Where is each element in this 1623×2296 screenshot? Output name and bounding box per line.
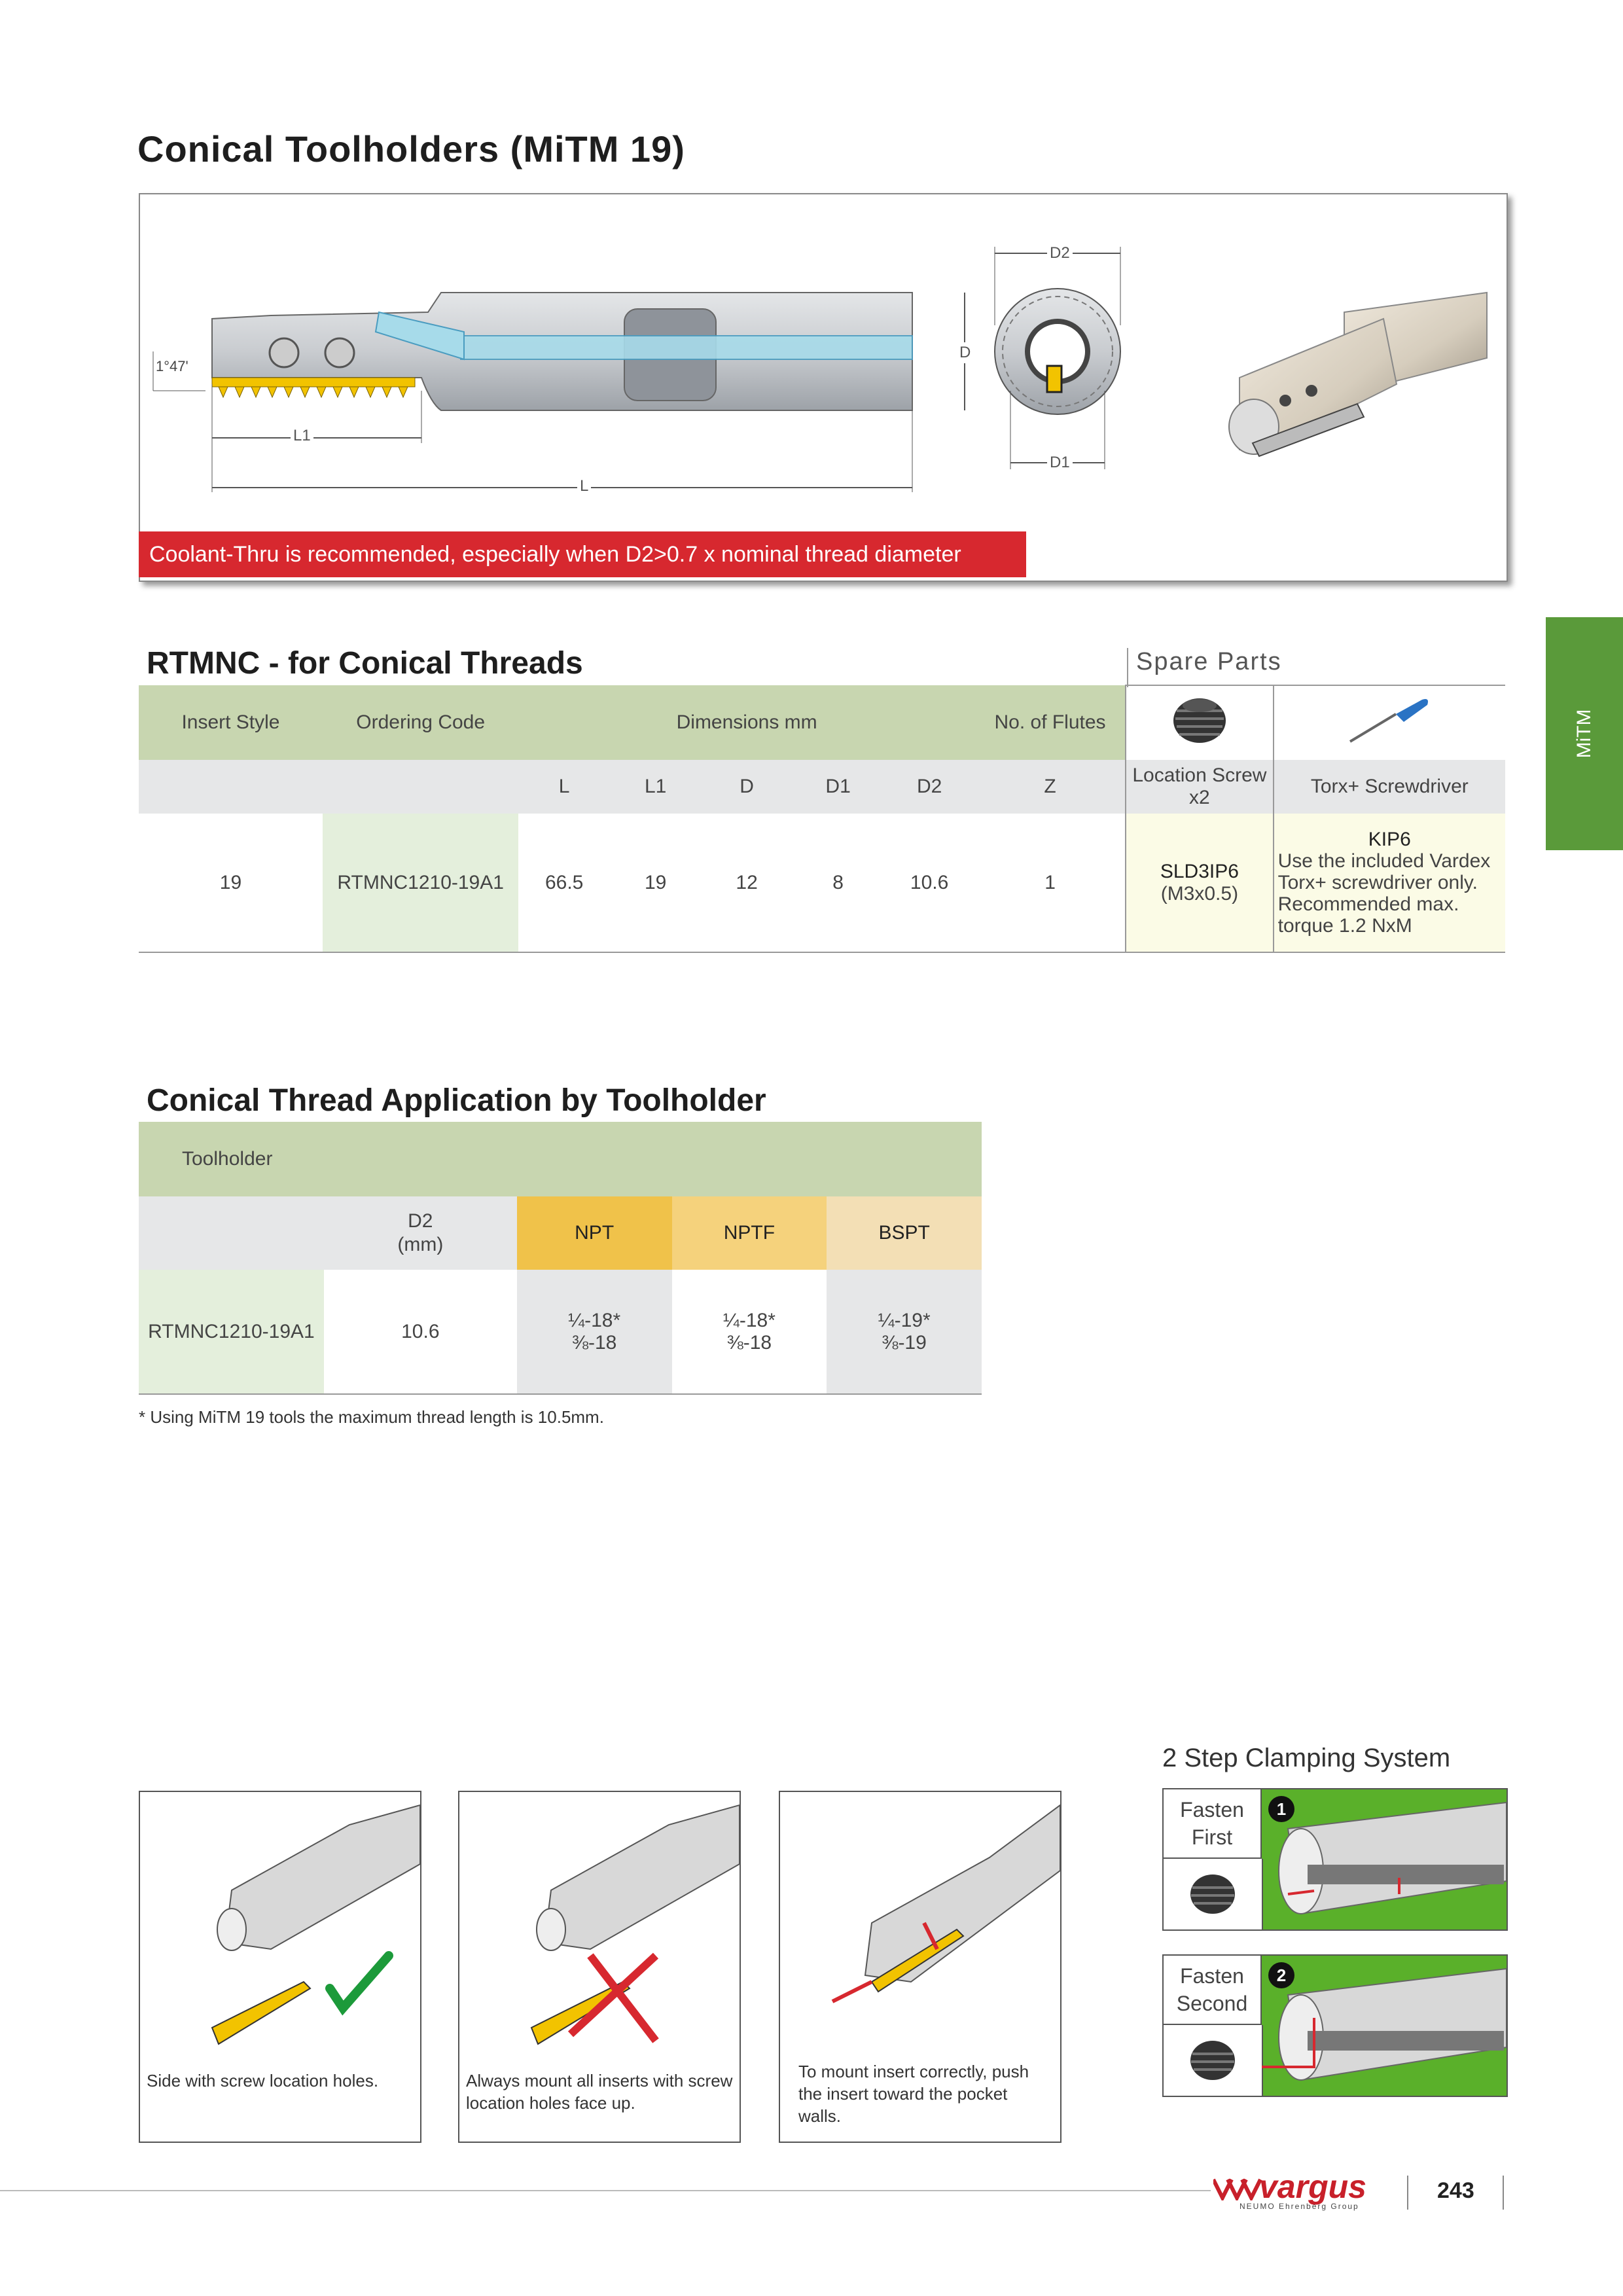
step-1-number: 1 [1268, 1796, 1294, 1822]
bspt-1: ¼-19* [878, 1309, 931, 1331]
npt-2: ⅜-18 [571, 1331, 617, 1354]
npt-1: ¼-18* [568, 1309, 621, 1331]
page-title: Conical Toolholders (MiTM 19) [137, 128, 685, 170]
mount-caption-1: Side with screw location holes. [147, 2071, 379, 2090]
mount-illustration-3 [780, 1792, 1060, 2054]
clamp-step-1-label: Fasten First [1164, 1789, 1262, 1859]
mount-caption-3: To mount insert correctly, push the insert toward the pocket walls. [798, 2062, 1029, 2126]
cell-toolholder: RTMNC1210-19A1 [139, 1270, 324, 1394]
mount-illustration-1 [140, 1792, 420, 2054]
cell-screw [1126, 814, 1273, 952]
bspt-2: ⅜-19 [882, 1331, 927, 1354]
hdr-driver: Torx+ Screwdriver [1274, 760, 1505, 814]
application-table [139, 1122, 982, 1395]
screwdriver-icon [1344, 694, 1435, 747]
toolholder-diagram [139, 193, 1508, 582]
hdr-D1: D1 [793, 760, 883, 814]
toolholder-drawing [140, 194, 1507, 581]
hdr-D: D [701, 760, 792, 814]
clamp-step-1 [1162, 1788, 1508, 1931]
hdr-npt: NPT [517, 1196, 672, 1270]
cell-D: 12 [736, 871, 758, 893]
cell-D2: 10.6 [910, 871, 949, 893]
cell-D1: 8 [832, 871, 844, 893]
brand-logo [1213, 2168, 1403, 2211]
hdr-L: L [518, 760, 610, 814]
side-tab-label: MiTM [1573, 709, 1595, 759]
hdr-flutes: No. of Flutes [975, 685, 1126, 760]
driver-image [1274, 685, 1505, 760]
d-label: D [959, 342, 971, 363]
screw-icon [1164, 1859, 1262, 1929]
l1-label: L1 [291, 427, 313, 445]
mount-box-1 [139, 1791, 421, 2143]
side-tab [1546, 617, 1623, 850]
clamp-image-2 [1262, 1956, 1507, 2096]
hdr-Z: Z [975, 760, 1126, 814]
nptf-1: ¼-18* [722, 1309, 776, 1331]
brand-sub: NEUMO Ehrenberg Group [1240, 2202, 1359, 2211]
arrow-icon [832, 1982, 872, 2001]
mount-illustration-2 [459, 1792, 740, 2054]
rtmnc-title: RTMNC - for Conical Threads [147, 646, 583, 681]
coolant-note: Coolant-Thru is recommended, especially when D2>0.7 x nominal thread diameter [139, 531, 1026, 577]
cell-Z: 1 [1044, 871, 1056, 893]
step-2-number: 2 [1268, 1962, 1294, 1988]
hdr-insert-style: Insert Style [139, 685, 323, 760]
cell-npt [517, 1270, 672, 1394]
angle-label: 1°47' [156, 358, 188, 374]
hdr-ordering-code: Ordering Code [323, 685, 518, 760]
cell-driver [1274, 814, 1505, 952]
screw-image [1126, 685, 1273, 760]
hdr-dimensions: Dimensions mm [518, 685, 975, 760]
hdr-nptf: NPTF [672, 1196, 827, 1270]
spare-parts-title: Spare Parts [1136, 648, 1282, 675]
screw-size: (M3x0.5) [1160, 882, 1239, 905]
divider [1127, 648, 1128, 687]
screw-code: SLD3IP6 [1160, 860, 1239, 882]
d2-label: D2 [1047, 244, 1073, 262]
clamp-step-2-label: Fasten Second [1164, 1956, 1262, 2025]
location-screw-icon [1164, 691, 1236, 750]
cell-ordering-code: RTMNC1210-19A1 [323, 814, 518, 952]
cell-bspt [827, 1270, 982, 1394]
page-number: 243 [1437, 2178, 1474, 2203]
cell-d2: 10.6 [401, 1320, 440, 1342]
nptf-2: ⅜-18 [726, 1331, 772, 1354]
clamp-image-1 [1262, 1789, 1507, 1929]
mount-caption-2: Always mount all inserts with screw location holes face up. [466, 2071, 733, 2113]
footnote: * Using MiTM 19 tools the maximum thread length is 10.5mm. [139, 1407, 604, 1427]
mount-box-2 [458, 1791, 741, 2143]
cell-L: 66.5 [544, 871, 584, 893]
mount-box-3 [779, 1791, 1061, 2143]
footer-rule [0, 2190, 1211, 2191]
cross-icon [571, 1956, 656, 2041]
d2-label: D2 [408, 1210, 433, 1232]
d1-label: D1 [1047, 454, 1073, 472]
rtmnc-table [139, 685, 1505, 953]
hdr-D2: D2 [883, 760, 975, 814]
driver-note: Use the included Vardex Torx+ screwdriver only. Recommended max. torque 1.2 NxM [1277, 850, 1491, 937]
hdr-L1: L1 [610, 760, 701, 814]
cell-L1: 19 [644, 871, 667, 893]
application-title: Conical Thread Application by Toolholder [147, 1083, 766, 1118]
clamping-title: 2 Step Clamping System [1162, 1744, 1451, 1772]
check-icon [330, 1956, 389, 2008]
hdr-toolholder: Toolholder [139, 1122, 982, 1196]
hdr-bspt: BSPT [827, 1196, 982, 1270]
cell-nptf [672, 1270, 827, 1394]
brand-name: vargus [1259, 2168, 1366, 2205]
l-label: L [577, 477, 591, 495]
cell-insert-style: 19 [219, 871, 242, 893]
hdr-screw: Location Screw x2 [1126, 760, 1273, 814]
clamp-step-2 [1162, 1954, 1508, 2097]
screw-icon [1164, 2025, 1262, 2096]
d2-unit: (mm) [397, 1234, 444, 1255]
hdr-d2 [324, 1196, 517, 1270]
driver-code: KIP6 [1368, 829, 1411, 850]
